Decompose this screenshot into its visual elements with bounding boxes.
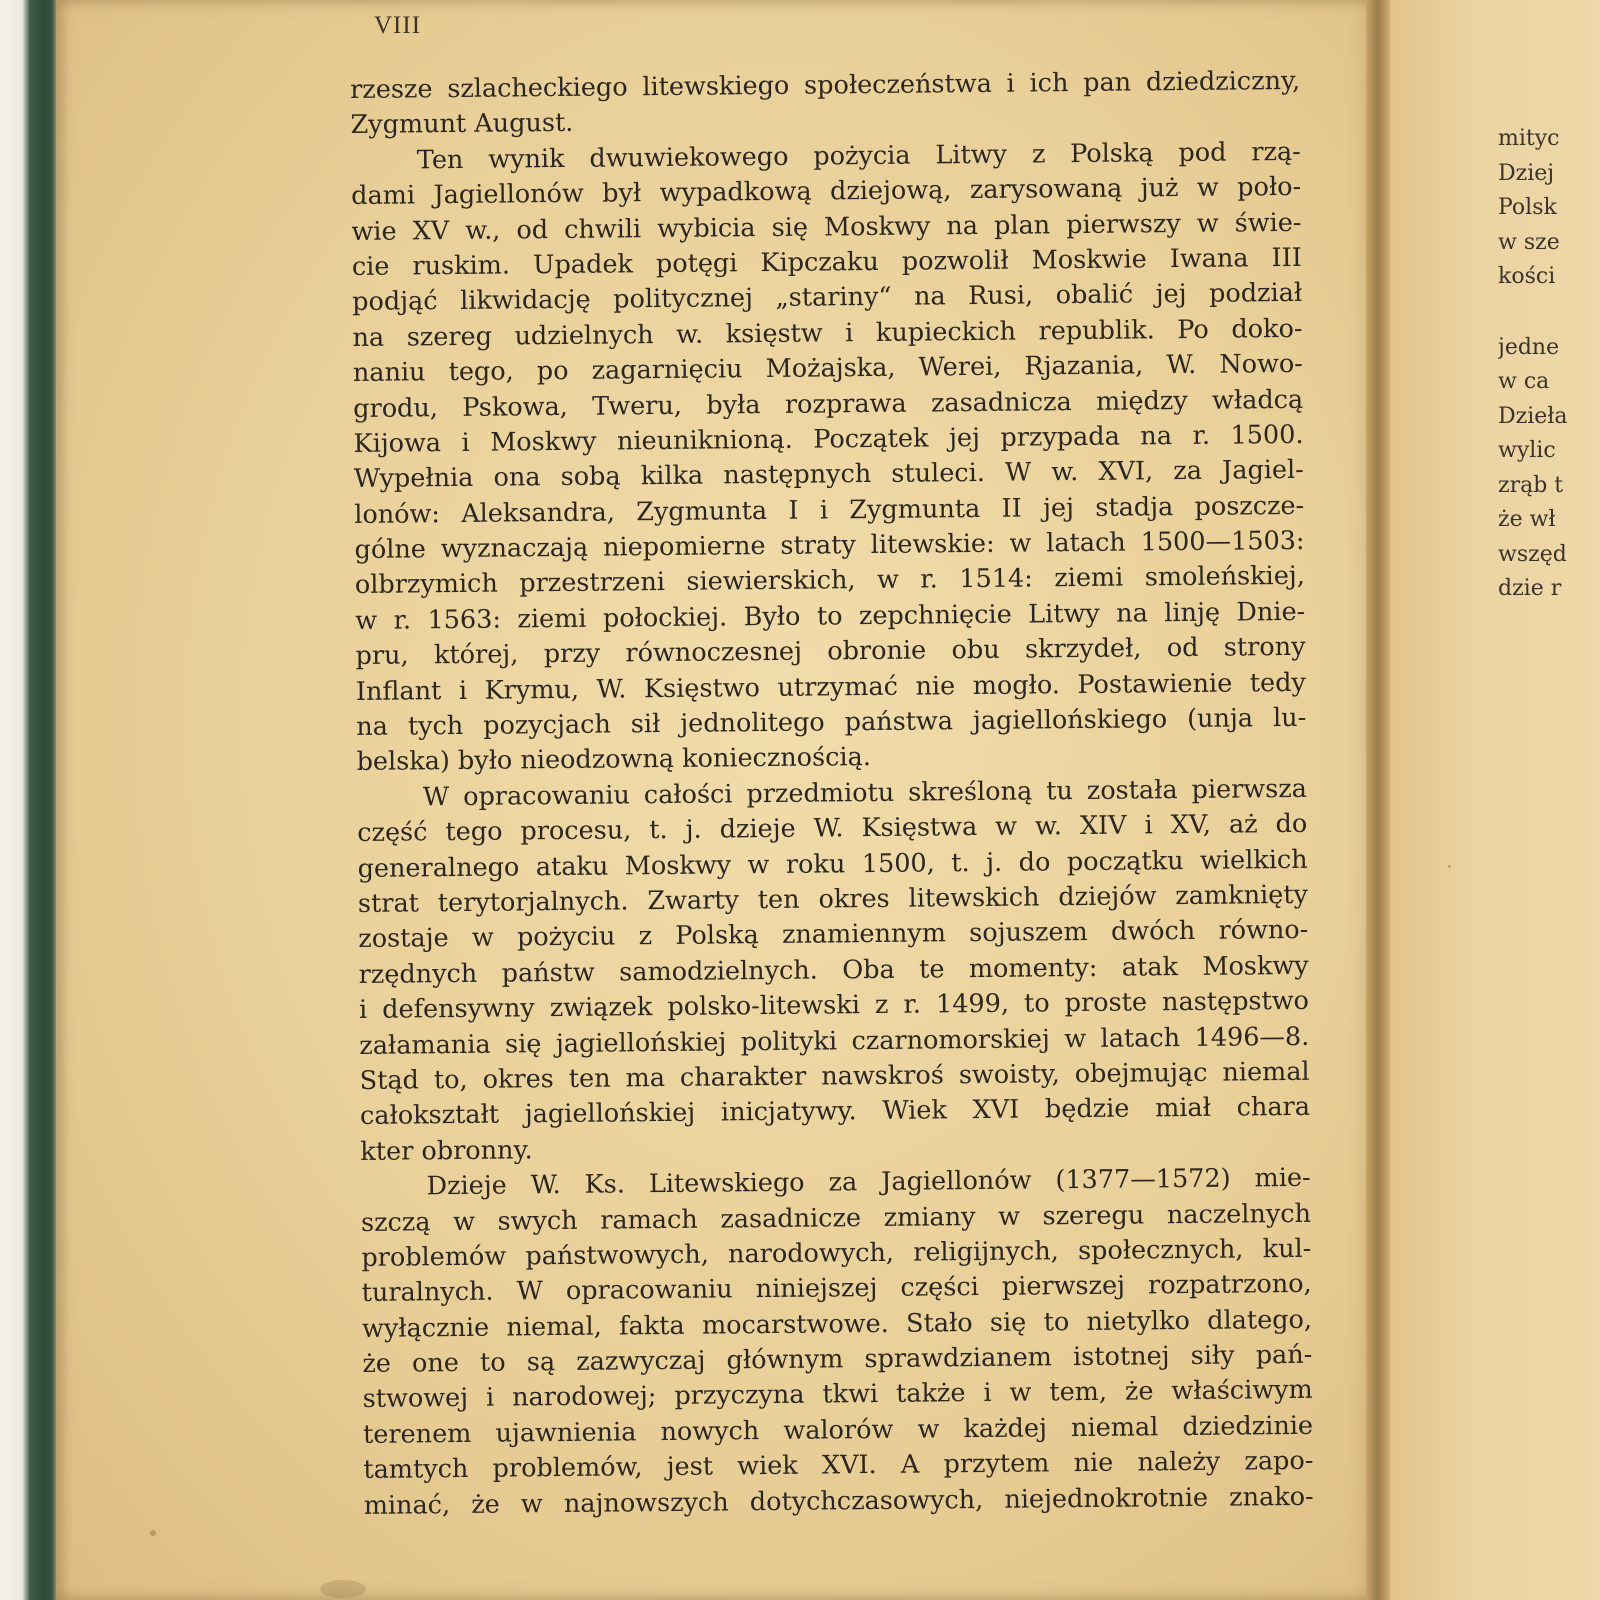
facing-text-line: wylic: [1498, 438, 1556, 463]
text-line: stwowej i narodowej; przyczyna tkwi także i w tem, że właściwym: [362, 1375, 1313, 1415]
text-line: rzesze szlacheckiego litewskiego społeczeństwa i ich pan dziedziczny,: [350, 65, 1301, 105]
text-line: Inflant i Krymu, W. Księstwo utrzymać nie mogło. Postawienie tedy: [355, 667, 1307, 707]
facing-text-line: jedne: [1498, 334, 1560, 360]
text-line: belska) było nieodzowną koniecznością.: [356, 742, 872, 778]
facing-text-line: mityc: [1498, 126, 1560, 151]
book-gutter: [1366, 0, 1392, 1600]
book-cover-edge: [0, 0, 58, 1600]
text-line: Dzieje W. Ks. Litewskiego za Jagiellonów (1377—1572) mie-: [426, 1162, 1311, 1202]
paper-spot: [150, 1530, 156, 1536]
text-line: W opracowaniu całości przedmiotu skreśloną tu została pierwsza: [422, 773, 1308, 813]
text-line: podjąć likwidację politycznej „stariny“ na Rusi, obalić jej podział: [352, 278, 1303, 318]
facing-text-line: że wł: [1498, 507, 1556, 532]
text-line: Kijowa i Moskwy nieuniknioną. Początek jej przypada na r. 1500.: [353, 419, 1304, 459]
facing-page-text: [1498, 122, 1600, 607]
text-line: szczą w swych ramach zasadnicze zmiany w szeregu naczelnych: [360, 1198, 1312, 1238]
text-line: tamtych problemów, jest wiek XVI. A przytem nie należy zapo-: [363, 1446, 1314, 1486]
facing-text-line: zrąb t: [1498, 472, 1564, 498]
text-line: rzędnych państw samodzielnych. Oba te momenty: atak Moskwy: [358, 950, 1309, 990]
text-line: dami Jagiellonów był wypadkową dziejową, zarysowaną już w poło-: [351, 172, 1302, 212]
text-line: w r. 1563: ziemi połockiej. Było to zepchnięcie Litwy na linję Dnie-: [355, 596, 1306, 636]
text-line: gólne wyznaczają niepomierne straty litewskie: w latach 1500—1503:: [354, 525, 1305, 566]
text-line: strat terytorjalnych. Zwarty ten okres litewskich dziejów zamknięty: [357, 879, 1309, 919]
text-line: grodu, Pskowa, Tweru, była rozprawa zasadnicza między władcą: [353, 384, 1304, 424]
text-line: generalnego ataku Moskwy w roku 1500, t. j. do początku wielkich: [357, 844, 1308, 884]
page-number: VIII: [374, 12, 422, 39]
text-line: terenem ujawnienia nowych walorów w każdej niemal dziedzinie: [362, 1410, 1314, 1450]
text-line: załamania się jagiellońskiej polityki czarnomorskiej w latach 1496—8.: [359, 1021, 1310, 1061]
text-line: wie XV w., od chwili wybicia się Moskwy na plan pierwszy w świe-: [351, 207, 1302, 247]
paper-stain: [320, 1580, 366, 1598]
text-line: problemów państwowych, narodowych, religijnych, społecznych, kul-: [361, 1233, 1312, 1273]
text-line: i defensywny związek polsko-litewski z r. 1499, to proste następstwo: [358, 985, 1310, 1026]
text-line: naniu tego, po zagarnięciu Możajska, Werei, Rjazania, W. Nowo-: [352, 348, 1303, 389]
text-line: cie ruskim. Upadek potęgi Kipczaku pozwolił Moskwie Iwana III: [351, 242, 1302, 282]
facing-text-line: Dziej: [1498, 160, 1555, 186]
text-line: całokształt jagiellońskiej inicjatywy. Wiek XVI będzie miał chara: [359, 1092, 1311, 1132]
text-line: Stąd to, okres ten ma charakter nawskroś swoisty, obejmując niemal: [359, 1056, 1310, 1096]
facing-text-line: kości: [1498, 264, 1556, 289]
facing-text-line: w ca: [1498, 369, 1550, 394]
text-line: olbrzymich przestrzeni siewierskich, w r. 1514: ziemi smoleńskiej,: [354, 561, 1306, 601]
text-line: Ten wynik dwuwiekowego pożycia Litwy z Polską pod rzą-: [416, 136, 1301, 176]
paragraph-gap: [1498, 295, 1600, 331]
text-line: kter obronny.: [360, 1135, 533, 1167]
text-line: Wypełnia ona sobą kilka następnych stuleci. W w. XVI, za Jagiel-: [353, 455, 1305, 495]
text-line: pru, której, przy równoczesnej obronie obu skrzydeł, od strony: [355, 632, 1306, 672]
text-line: wyłącznie niemal, fakta mocarstwowe. Stało się to nietylko dlatego,: [361, 1304, 1313, 1344]
text-line: turalnych. W opracowaniu niniejszej części pierwszej rozpatrzono,: [361, 1269, 1312, 1309]
facing-text-line: w sze: [1498, 229, 1560, 255]
text-line: zostaje w pożyciu z Polską znamiennym sojuszem dwóch równo-: [358, 915, 1309, 955]
text-line: Zygmunt August.: [350, 108, 574, 141]
facing-text-line: Polsk: [1498, 195, 1557, 220]
text-line: część tego procesu, t. j. dzieje W. Księstwa w w. XIV i XV, aż do: [357, 809, 1308, 849]
text-line: że one to są zazwyczaj głównym sprawdzianem istotnej siły pań-: [362, 1339, 1313, 1380]
facing-text-line: wszęd: [1498, 541, 1567, 567]
text-line: lonów: Aleksandra, Zygmunta I i Zygmunta II jej stadja poszcze-: [354, 490, 1305, 530]
text-line: na szereg udzielnych w. księstw i kupieckich republik. Po doko-: [352, 313, 1303, 353]
page-body-text: [350, 64, 1314, 1524]
text-line: na tych pozycjach sił jednolitego państwa jagiellońskiego (unja lu-: [356, 702, 1307, 743]
facing-text-line: dzie r: [1498, 576, 1562, 601]
text-line: minać, że w najnowszych dotychczasowych, niejednokrotnie znako-: [363, 1481, 1314, 1521]
paper-spot: [1448, 865, 1451, 868]
facing-text-line: Dzieła: [1498, 403, 1568, 429]
